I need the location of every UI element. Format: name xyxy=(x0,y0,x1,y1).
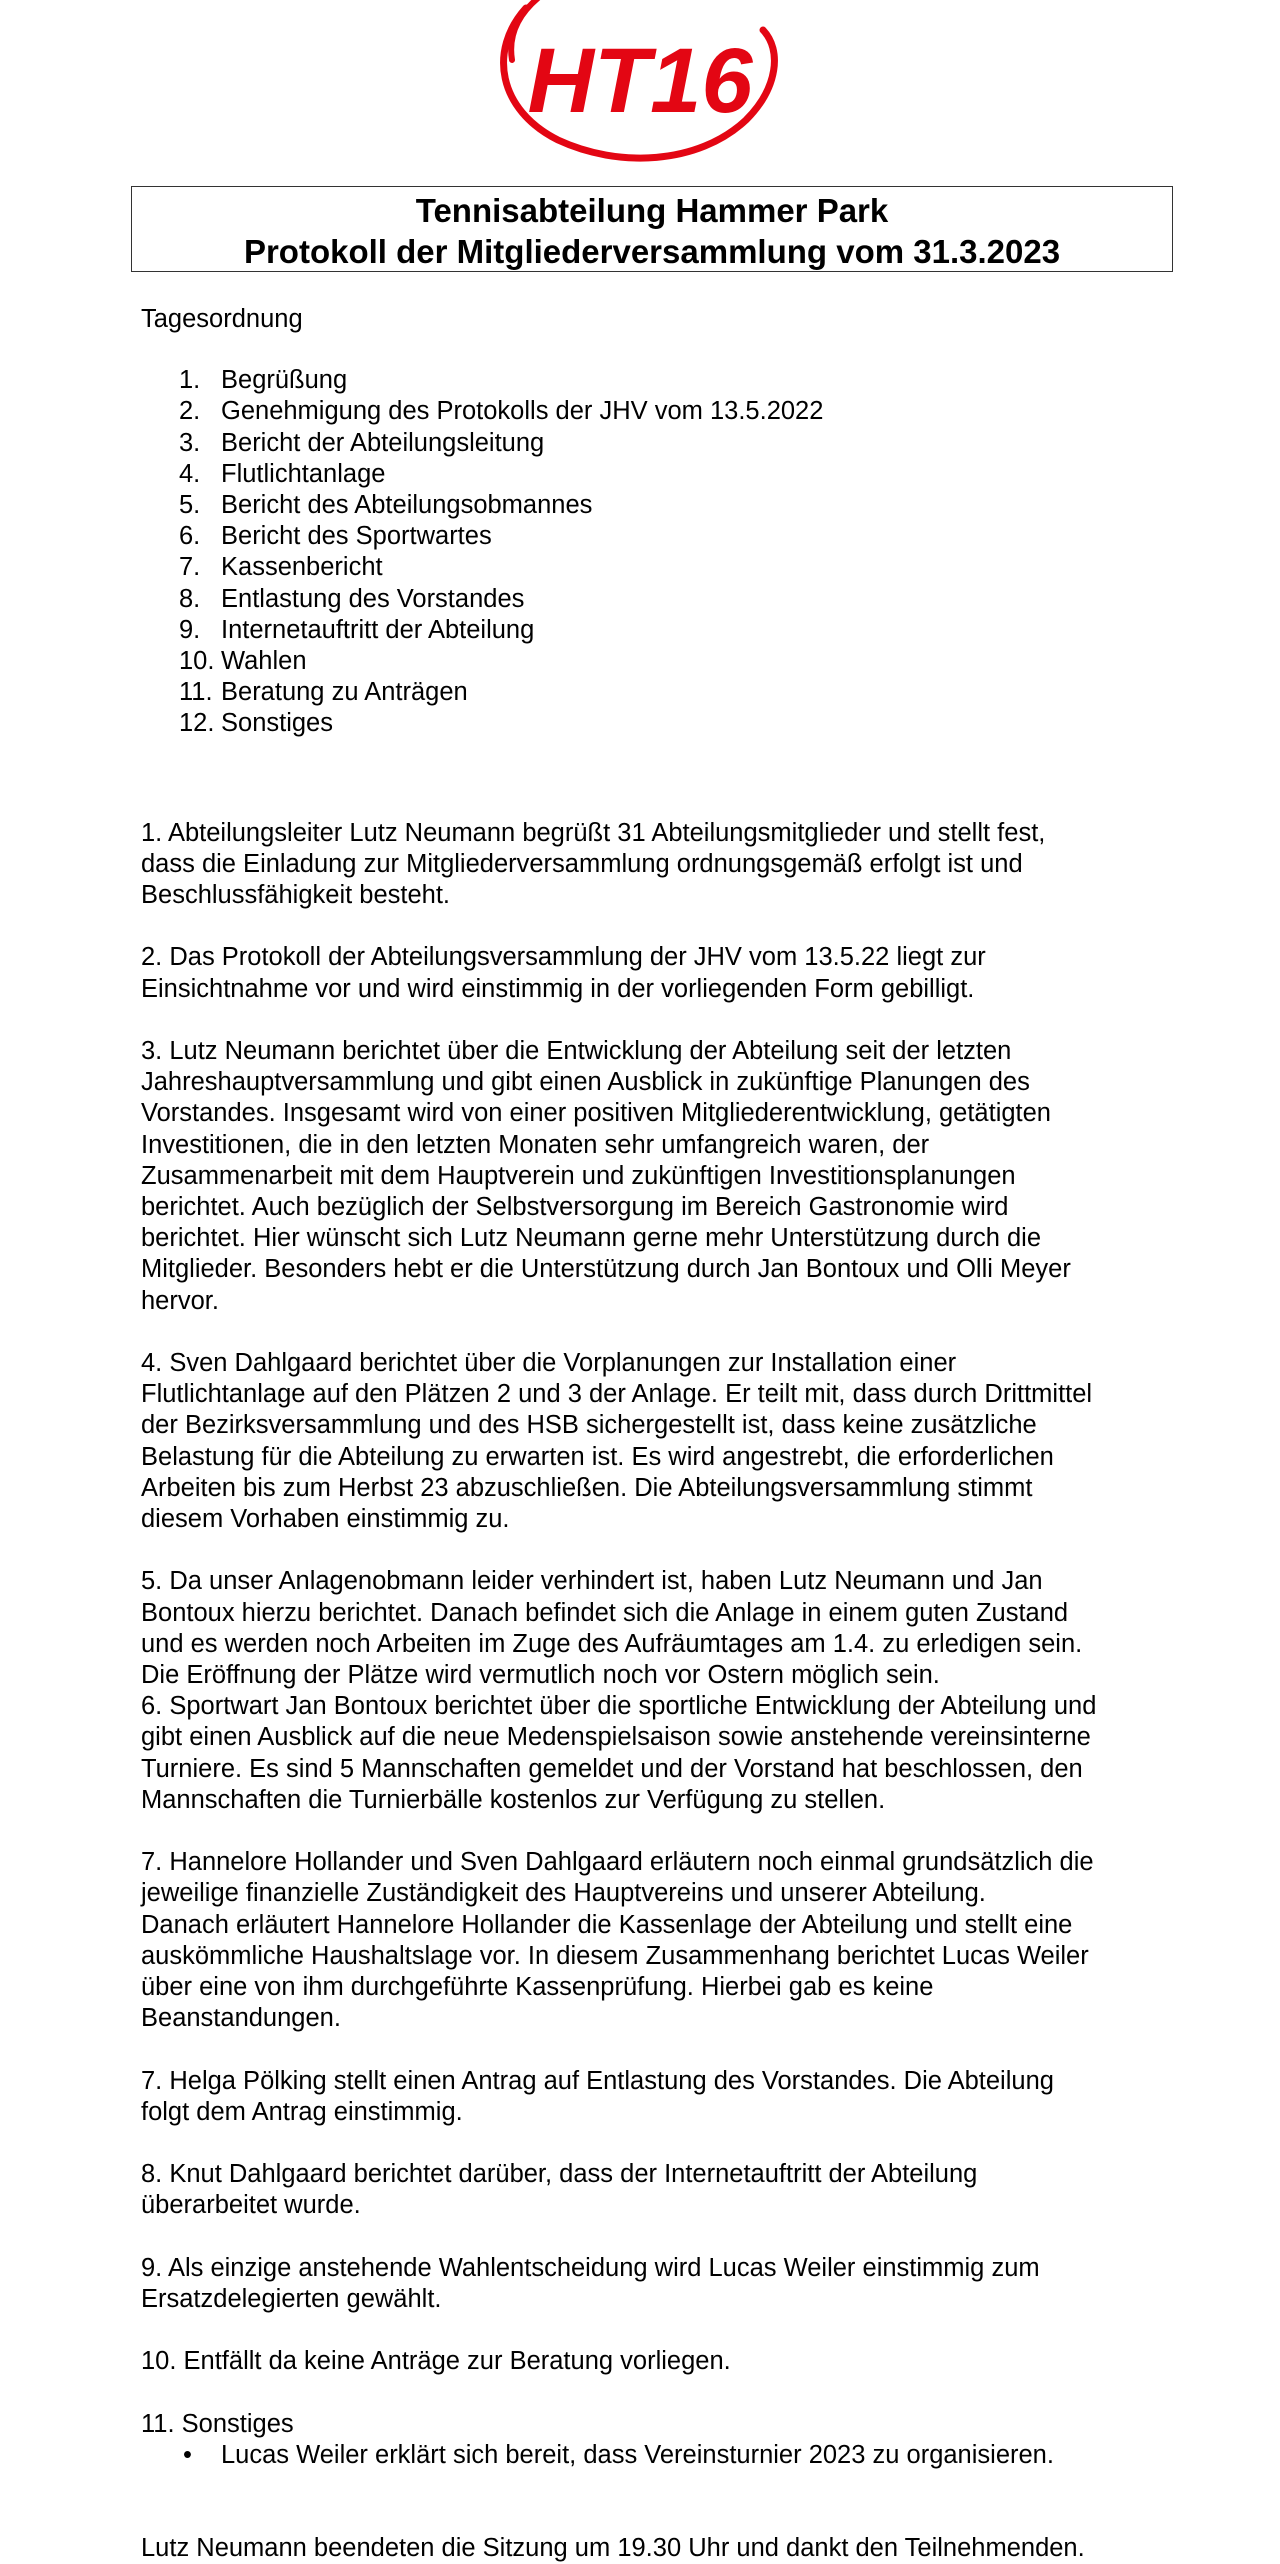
agenda-item xyxy=(141,490,1181,521)
agenda-item-number: 5. xyxy=(179,491,201,520)
closing-statement: Lutz Neumann beendeten die Sitzung um 19.30 Uhr und dankt den Teilnehmenden. xyxy=(141,2534,1085,2563)
agenda-item-text: Wahlen xyxy=(221,647,307,676)
spacer xyxy=(141,2128,1181,2159)
text-line: 6. Sportwart Jan Bontoux berichtet über die sportliche Entwicklung der Abteilung und xyxy=(141,1692,1097,1721)
agenda-item xyxy=(141,677,1181,708)
spacer xyxy=(141,1535,1181,1566)
text-line: Mitglieder. Besonders hebt er die Unterstützung durch Jan Bontoux und Olli Meyer xyxy=(141,1255,1071,1284)
agenda-item-text: Bericht des Abteilungsobmannes xyxy=(221,491,593,520)
agenda-item-text: Flutlichtanlage xyxy=(221,459,386,488)
text-line: Beschlussfähigkeit besteht. xyxy=(141,881,451,910)
text-line: 3. Lutz Neumann berichtet über die Entwicklung der Abteilung seit der letzten xyxy=(141,1037,1012,1066)
agenda-item-text: Entlastung des Vorstandes xyxy=(221,584,525,613)
text-line: 2. Das Protokoll der Abteilungsversammlung der JHV vom 13.5.22 liegt zur xyxy=(141,943,986,972)
agenda-item-text: Kassenbericht xyxy=(221,553,383,582)
agenda-item xyxy=(141,459,1181,490)
text-line: 9. Als einzige anstehende Wahlentscheidung wird Lucas Weiler einstimmig zum xyxy=(141,2253,1040,2282)
agenda-list xyxy=(141,365,1181,739)
text-line: Danach erläutert Hannelore Hollander die Kassenlage der Abteilung und stellt eine xyxy=(141,1910,1073,1939)
document-title xyxy=(131,186,1173,272)
agenda-item-text: Bericht des Sportwartes xyxy=(221,522,492,551)
agenda-item-text: Sonstiges xyxy=(221,709,333,738)
text-line: Mannschaften die Turnierbälle kostenlos zur Verfügung zu stellen. xyxy=(141,1785,886,1814)
logo-text: HT16 xyxy=(527,30,753,132)
agenda-item-number: 9. xyxy=(179,615,201,644)
text-line: folgt dem Antrag einstimmig. xyxy=(141,2097,463,2126)
spacer xyxy=(141,2034,1181,2065)
minutes-item-internet xyxy=(141,2159,1181,2221)
minutes-item-2 xyxy=(141,942,1181,1004)
text-line: diesem Vorhaben einstimmig zu. xyxy=(141,1505,510,1534)
text-line: gibt einen Ausblick auf die neue Medenspielsaison sowie anstehende vereinsinterne xyxy=(141,1723,1091,1752)
spacer xyxy=(141,911,1181,942)
agenda-item-number: 4. xyxy=(179,459,201,488)
text-line: Arbeiten bis zum Herbst 23 abzuschließen. Die Abteilungsversammlung stimmt xyxy=(141,1473,1033,1502)
minutes-item-3 xyxy=(141,1036,1181,1317)
text-line: Bontoux hierzu berichtet. Danach befindet sich die Anlage in einem guten Zustand xyxy=(141,1598,1069,1627)
minutes-item-sonstiges xyxy=(141,2409,1181,2471)
text-line: auskömmliche Haushaltslage vor. In diesem Zusammenhang berichtet Lucas Weiler xyxy=(141,1941,1089,1970)
minutes-item-wahlen xyxy=(141,2253,1181,2315)
spacer xyxy=(141,2222,1181,2253)
spacer xyxy=(141,1816,1181,1847)
agenda-item-number: 2. xyxy=(179,397,201,426)
agenda-item-number: 7. xyxy=(179,553,201,582)
minutes-item-7 xyxy=(141,1847,1181,2034)
minutes-item-4 xyxy=(141,1348,1181,1535)
text-line: Zusammenarbeit mit dem Hauptverein und zukünftigen Investitionsplanungen xyxy=(141,1161,1016,1190)
text-line: 4. Sven Dahlgaard berichtet über die Vorplanungen zur Installation einer xyxy=(141,1349,957,1378)
minutes-item-1 xyxy=(141,818,1181,912)
text-line: hervor. xyxy=(141,1286,219,1315)
text-line: Belastung für die Abteilung zu erwarten ist. Es wird angestrebt, die erforderlichen xyxy=(141,1442,1054,1471)
spacer xyxy=(141,2378,1181,2409)
agenda-item-number: 6. xyxy=(179,522,201,551)
text-line: 1. Abteilungsleiter Lutz Neumann begrüßt 31 Abteilungsmitglieder und stellt fest, xyxy=(141,818,1046,847)
text-line: jeweilige finanzielle Zuständigkeit des Hauptvereins und unserer Abteilung. xyxy=(141,1879,986,1908)
document-body xyxy=(141,304,1181,2564)
bullet-text: Lucas Weiler erklärt sich bereit, dass Vereinsturnier 2023 zu organisieren. xyxy=(221,2441,1054,2470)
agenda-item-text: Internetauftritt der Abteilung xyxy=(221,615,535,644)
spacer xyxy=(141,740,1181,818)
spacer xyxy=(141,1317,1181,1348)
agenda-item-number: 11. xyxy=(179,678,213,707)
agenda-item xyxy=(141,584,1181,615)
text-line: der Bezirksversammlung und des HSB sichergestellt ist, dass keine zusätzliche xyxy=(141,1411,1037,1440)
agenda-item-number: 10. xyxy=(179,647,215,676)
text-line: Ersatzdelegierten gewählt. xyxy=(141,2285,442,2314)
agenda-heading: Tagesordnung xyxy=(141,305,303,333)
spacer xyxy=(141,2315,1181,2346)
spacer xyxy=(141,1005,1181,1036)
minutes-item-entlastung xyxy=(141,2066,1181,2128)
text-line: Einsichtnahme vor und wird einstimmig in der vorliegenden Form gebilligt. xyxy=(141,974,975,1003)
title-line-1: Tennisabteilung Hammer Park xyxy=(415,192,889,229)
bullet-mark: • xyxy=(183,2441,192,2470)
text-line: Beanstandungen. xyxy=(141,2004,341,2033)
agenda-item-text: Bericht der Abteilungsleitung xyxy=(221,428,545,457)
agenda-item-text: Genehmigung des Protokolls der JHV vom 13.5.2022 xyxy=(221,397,824,426)
ht16-logo xyxy=(478,0,802,175)
text-line: Flutlichtanlage auf den Plätzen 2 und 3 der Anlage. Er teilt mit, dass durch Drittmittel xyxy=(141,1380,1093,1409)
text-line: Investitionen, die in den letzten Monaten sehr umfangreich waren, der xyxy=(141,1130,930,1159)
agenda-item xyxy=(141,428,1181,459)
text-line: 7. Hannelore Hollander und Sven Dahlgaard erläutern noch einmal grundsätzlich die xyxy=(141,1848,1094,1877)
agenda-item xyxy=(141,365,1181,396)
text-line: 8. Knut Dahlgaard berichtet darüber, dass der Internetauftritt der Abteilung xyxy=(141,2160,978,2189)
minutes-item-5-6 xyxy=(141,1566,1181,1816)
ht16-logo-graphic xyxy=(478,0,802,175)
agenda-item xyxy=(141,615,1181,646)
text-line: 10. Entfällt da keine Anträge zur Beratung vorliegen. xyxy=(141,2347,731,2376)
text-line: Jahreshauptversammlung und gibt einen Ausblick in zukünftige Planungen des xyxy=(141,1068,1030,1097)
agenda-item xyxy=(141,521,1181,552)
text-line: dass die Einladung zur Mitgliederversammlung ordnungsgemäß erfolgt ist und xyxy=(141,849,1023,878)
agenda-item-text: Begrüßung xyxy=(221,366,348,395)
sonstiges-heading: 11. Sonstiges xyxy=(141,2409,294,2438)
list-item xyxy=(141,2440,1181,2471)
text-line: 7. Helga Pölking stellt einen Antrag auf Entlastung des Vorstandes. Die Abteilung xyxy=(141,2066,1054,2095)
agenda-item xyxy=(141,552,1181,583)
agenda-item-number: 8. xyxy=(179,584,201,613)
agenda-item xyxy=(141,708,1181,739)
agenda-item-number: 12. xyxy=(179,709,215,738)
title-line-2: Protokoll der Mitgliederversammlung vom 31.3.2023 xyxy=(243,233,1061,270)
agenda-item xyxy=(141,396,1181,427)
agenda-item xyxy=(141,646,1181,677)
sonstiges-bullet-list xyxy=(141,2440,1181,2471)
text-line: berichtet. Auch bezüglich der Selbstversorgung im Bereich Gastronomie wird xyxy=(141,1193,1009,1222)
text-line: überarbeitet wurde. xyxy=(141,2191,361,2220)
agenda-item-number: 3. xyxy=(179,428,201,457)
spacer xyxy=(141,2471,1181,2533)
text-line: 5. Da unser Anlagenobmann leider verhindert ist, haben Lutz Neumann und Jan xyxy=(141,1567,1043,1596)
agenda-item-text: Beratung zu Anträgen xyxy=(221,678,468,707)
text-line: berichtet. Hier wünscht sich Lutz Neumann gerne mehr Unterstützung durch die xyxy=(141,1224,1042,1253)
text-line: Die Eröffnung der Plätze wird vermutlich noch vor Ostern möglich sein. xyxy=(141,1661,940,1690)
text-line: über eine von ihm durchgeführte Kassenprüfung. Hierbei gab es keine xyxy=(141,1973,934,2002)
text-line: Vorstandes. Insgesamt wird von einer positiven Mitgliederentwicklung, getätigten xyxy=(141,1099,1051,1128)
text-line: und es werden noch Arbeiten im Zuge des Aufräumtages am 1.4. zu erledigen sein. xyxy=(141,1629,1083,1658)
agenda-item-number: 1. xyxy=(179,366,201,395)
minutes-item-antraege xyxy=(141,2346,1181,2377)
text-line: Turniere. Es sind 5 Mannschaften gemeldet und der Vorstand hat beschlossen, den xyxy=(141,1754,1083,1783)
